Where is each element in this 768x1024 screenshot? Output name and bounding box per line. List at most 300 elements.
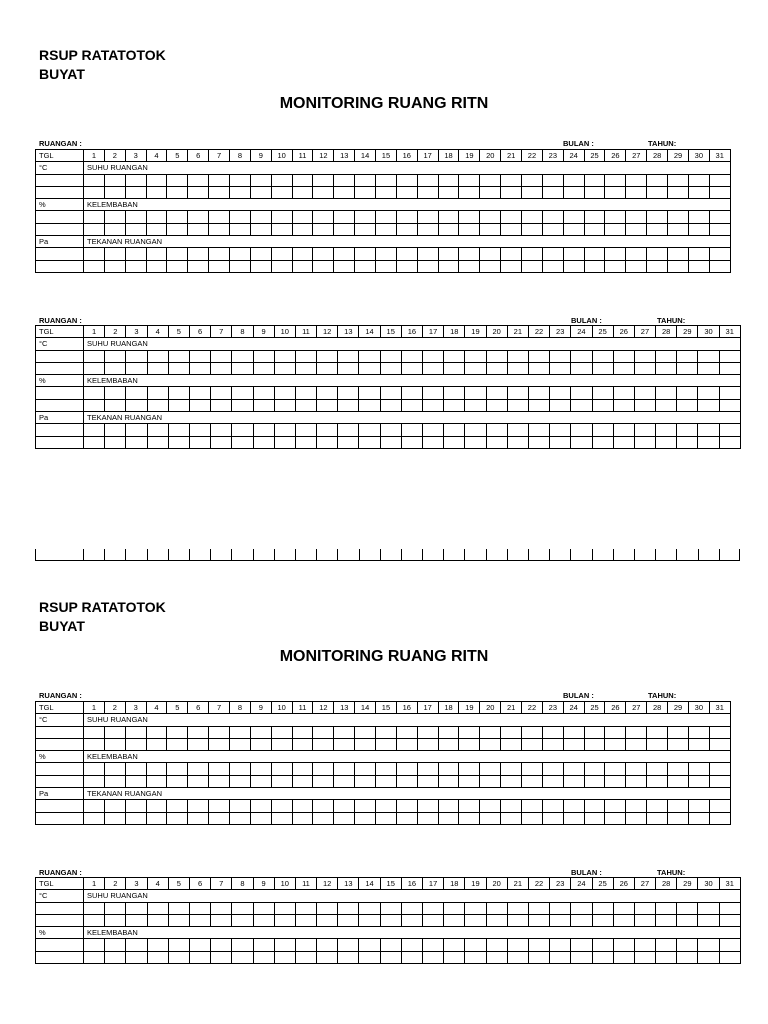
entry-cell xyxy=(647,260,668,272)
entry-cell xyxy=(592,399,613,411)
entry-cell xyxy=(146,726,167,738)
day-number: 6 xyxy=(188,702,209,714)
entry-cell xyxy=(317,939,338,951)
entry-cell xyxy=(401,362,422,374)
entry-cell xyxy=(444,436,465,448)
entry-cell xyxy=(146,248,167,260)
entry-cell xyxy=(634,951,655,963)
entry-cell xyxy=(528,436,549,448)
section-unit: Pa xyxy=(36,412,84,424)
entry-cell xyxy=(677,399,698,411)
entry-label-cell xyxy=(36,812,84,824)
day-number: 20 xyxy=(486,878,507,890)
section-row xyxy=(36,927,741,939)
entry-cell xyxy=(230,763,251,775)
entry-cell xyxy=(380,939,401,951)
day-number: 28 xyxy=(647,702,668,714)
entry-cell xyxy=(647,186,668,198)
entry-cell xyxy=(274,399,295,411)
entry-cell xyxy=(167,211,188,223)
entry-cell xyxy=(105,362,126,374)
entry-cell xyxy=(230,260,251,272)
day-number: 1 xyxy=(84,326,105,338)
date-header-row xyxy=(36,150,731,162)
entry-row xyxy=(36,902,741,914)
entry-cell xyxy=(334,738,355,750)
entry-cell xyxy=(656,939,677,951)
entry-cell xyxy=(168,951,189,963)
entry-cell xyxy=(698,902,719,914)
entry-cell xyxy=(313,763,334,775)
entry-cell xyxy=(459,186,480,198)
section-name: KELEMBABAN xyxy=(84,927,741,939)
entry-cell xyxy=(167,738,188,750)
entry-cell xyxy=(605,223,626,235)
entry-cell xyxy=(104,248,125,260)
entry-cell xyxy=(613,350,634,362)
entry-cell xyxy=(626,186,647,198)
entry-cell xyxy=(380,362,401,374)
entry-cell xyxy=(698,436,719,448)
day-number: 21 xyxy=(501,150,522,162)
entry-cell xyxy=(84,436,105,448)
day-number: 28 xyxy=(647,150,668,162)
grid-tick xyxy=(210,549,211,561)
section-name: SUHU RUANGAN xyxy=(84,890,741,902)
entry-cell xyxy=(211,362,232,374)
entry-cell xyxy=(167,812,188,824)
entry-cell xyxy=(563,186,584,198)
entry-cell xyxy=(396,260,417,272)
entry-cell xyxy=(147,951,168,963)
entry-row xyxy=(36,211,731,223)
entry-cell xyxy=(146,186,167,198)
entry-cell xyxy=(125,223,146,235)
day-number: 27 xyxy=(634,326,655,338)
grid-tick xyxy=(507,549,508,561)
entry-cell xyxy=(147,914,168,926)
grid-tick xyxy=(464,549,465,561)
day-number: 29 xyxy=(668,702,689,714)
entry-cell xyxy=(313,260,334,272)
entry-cell xyxy=(647,211,668,223)
entry-cell xyxy=(542,211,563,223)
entry-cell xyxy=(542,174,563,186)
entry-cell xyxy=(698,387,719,399)
entry-label-cell xyxy=(36,951,84,963)
entry-cell xyxy=(522,174,543,186)
entry-cell xyxy=(189,424,210,436)
entry-cell xyxy=(550,362,571,374)
entry-cell xyxy=(709,223,730,235)
entry-cell xyxy=(401,902,422,914)
entry-cell xyxy=(522,211,543,223)
entry-cell xyxy=(677,362,698,374)
day-number: 16 xyxy=(401,878,422,890)
entry-cell xyxy=(480,800,501,812)
entry-cell xyxy=(313,223,334,235)
entry-cell xyxy=(211,350,232,362)
entry-cell xyxy=(584,260,605,272)
entry-cell xyxy=(209,211,230,223)
entry-cell xyxy=(626,738,647,750)
entry-cell xyxy=(417,726,438,738)
entry-cell xyxy=(605,186,626,198)
entry-cell xyxy=(376,248,397,260)
entry-cell xyxy=(126,387,147,399)
entry-cell xyxy=(542,738,563,750)
day-number: 2 xyxy=(104,150,125,162)
grid-tick xyxy=(486,549,487,561)
entry-cell xyxy=(188,186,209,198)
entry-cell xyxy=(571,914,592,926)
grid-tick xyxy=(549,549,550,561)
monitoring-table xyxy=(35,701,731,825)
day-number: 17 xyxy=(423,878,444,890)
entry-cell xyxy=(417,223,438,235)
entry-cell xyxy=(522,812,543,824)
entry-cell xyxy=(250,211,271,223)
entry-cell xyxy=(338,387,359,399)
day-number: 24 xyxy=(571,326,592,338)
entry-cell xyxy=(688,186,709,198)
entry-cell xyxy=(168,436,189,448)
section-row xyxy=(36,236,731,248)
entry-cell xyxy=(459,223,480,235)
hospital-name xyxy=(39,598,166,636)
entry-cell xyxy=(668,186,689,198)
entry-cell xyxy=(146,775,167,787)
entry-cell xyxy=(438,726,459,738)
day-number: 28 xyxy=(656,878,677,890)
entry-cell xyxy=(459,211,480,223)
day-number: 10 xyxy=(271,150,292,162)
entry-cell xyxy=(126,424,147,436)
entry-row xyxy=(36,939,741,951)
entry-cell xyxy=(271,726,292,738)
entry-cell xyxy=(401,424,422,436)
entry-cell xyxy=(84,726,105,738)
entry-cell xyxy=(125,248,146,260)
entry-cell xyxy=(271,211,292,223)
entry-cell xyxy=(167,726,188,738)
grid-tick xyxy=(274,549,275,561)
entry-cell xyxy=(253,951,274,963)
entry-cell xyxy=(84,260,105,272)
entry-cell xyxy=(542,775,563,787)
section-name: KELEMBABAN xyxy=(84,375,741,387)
entry-cell xyxy=(719,914,740,926)
day-number: 27 xyxy=(634,878,655,890)
page-title: MONITORING RUANG RITN xyxy=(279,95,489,112)
entry-cell xyxy=(396,812,417,824)
day-number: 30 xyxy=(698,326,719,338)
entry-cell xyxy=(250,248,271,260)
entry-cell xyxy=(719,424,740,436)
entry-cell xyxy=(584,800,605,812)
entry-cell xyxy=(274,424,295,436)
day-number: 5 xyxy=(167,702,188,714)
section-name: KELEMBABAN xyxy=(84,199,731,211)
tgl-label: TGL xyxy=(36,878,84,890)
entry-cell xyxy=(605,726,626,738)
entry-cell xyxy=(688,211,709,223)
entry-cell xyxy=(401,939,422,951)
entry-cell xyxy=(563,223,584,235)
entry-cell xyxy=(380,424,401,436)
entry-cell xyxy=(605,775,626,787)
entry-cell xyxy=(167,223,188,235)
day-number: 31 xyxy=(709,702,730,714)
entry-cell xyxy=(480,174,501,186)
entry-cell xyxy=(401,951,422,963)
entry-row xyxy=(36,362,741,374)
entry-cell xyxy=(105,951,126,963)
entry-cell xyxy=(528,902,549,914)
day-number: 10 xyxy=(274,326,295,338)
entry-cell xyxy=(313,800,334,812)
entry-label-cell xyxy=(36,399,84,411)
entry-cell xyxy=(522,763,543,775)
day-number: 8 xyxy=(232,326,253,338)
day-number: 22 xyxy=(522,702,543,714)
entry-cell xyxy=(677,436,698,448)
entry-cell xyxy=(84,939,105,951)
day-number: 1 xyxy=(84,150,105,162)
entry-cell xyxy=(719,939,740,951)
entry-cell xyxy=(656,914,677,926)
entry-cell xyxy=(211,902,232,914)
day-number: 19 xyxy=(465,878,486,890)
entry-cell xyxy=(592,387,613,399)
entry-cell xyxy=(317,362,338,374)
day-number: 30 xyxy=(688,702,709,714)
entry-cell xyxy=(253,387,274,399)
entry-cell xyxy=(542,763,563,775)
entry-label-cell xyxy=(36,800,84,812)
entry-cell xyxy=(647,800,668,812)
entry-cell xyxy=(688,223,709,235)
entry-cell xyxy=(486,387,507,399)
day-number: 2 xyxy=(105,326,126,338)
entry-cell xyxy=(167,248,188,260)
entry-cell xyxy=(465,350,486,362)
entry-cell xyxy=(317,951,338,963)
entry-cell xyxy=(605,763,626,775)
entry-cell xyxy=(146,211,167,223)
entry-cell xyxy=(501,812,522,824)
entry-cell xyxy=(105,939,126,951)
day-number: 31 xyxy=(719,878,740,890)
entry-cell xyxy=(338,436,359,448)
entry-cell xyxy=(232,362,253,374)
entry-cell xyxy=(626,260,647,272)
entry-cell xyxy=(634,350,655,362)
day-number: 3 xyxy=(125,702,146,714)
entry-cell xyxy=(380,350,401,362)
entry-cell xyxy=(317,350,338,362)
entry-cell xyxy=(688,248,709,260)
entry-cell xyxy=(167,186,188,198)
entry-cell xyxy=(465,914,486,926)
day-number: 23 xyxy=(550,878,571,890)
entry-cell xyxy=(146,812,167,824)
entry-cell xyxy=(292,260,313,272)
section-row xyxy=(36,199,731,211)
entry-cell xyxy=(189,914,210,926)
entry-cell xyxy=(168,914,189,926)
day-number: 12 xyxy=(313,150,334,162)
section-name: SUHU RUANGAN xyxy=(84,162,731,174)
entry-cell xyxy=(313,174,334,186)
entry-cell xyxy=(232,951,253,963)
entry-cell xyxy=(444,424,465,436)
entry-cell xyxy=(104,223,125,235)
bulan-label: BULAN : xyxy=(571,868,602,877)
entry-label-cell xyxy=(36,174,84,186)
entry-cell xyxy=(444,362,465,374)
entry-cell xyxy=(423,387,444,399)
entry-cell xyxy=(480,812,501,824)
grid-tick xyxy=(168,549,169,561)
grid-tick xyxy=(570,549,571,561)
entry-label-cell xyxy=(36,362,84,374)
entry-cell xyxy=(105,436,126,448)
entry-cell xyxy=(295,387,316,399)
tgl-label: TGL xyxy=(36,702,84,714)
entry-cell xyxy=(719,387,740,399)
entry-cell xyxy=(480,775,501,787)
entry-row xyxy=(36,436,741,448)
entry-cell xyxy=(486,939,507,951)
entry-cell xyxy=(168,362,189,374)
entry-cell xyxy=(605,174,626,186)
entry-cell xyxy=(355,186,376,198)
entry-cell xyxy=(253,424,274,436)
entry-cell xyxy=(313,186,334,198)
entry-cell xyxy=(522,738,543,750)
entry-cell xyxy=(605,812,626,824)
entry-cell xyxy=(146,763,167,775)
entry-cell xyxy=(480,211,501,223)
entry-cell xyxy=(688,763,709,775)
entry-cell xyxy=(571,387,592,399)
entry-cell xyxy=(126,362,147,374)
entry-cell xyxy=(709,211,730,223)
entry-cell xyxy=(355,223,376,235)
entry-cell xyxy=(592,914,613,926)
entry-cell xyxy=(84,424,105,436)
grid-tick xyxy=(295,549,296,561)
entry-cell xyxy=(401,436,422,448)
entry-cell xyxy=(125,763,146,775)
entry-row xyxy=(36,951,741,963)
entry-cell xyxy=(334,260,355,272)
entry-cell xyxy=(507,350,528,362)
tgl-label: TGL xyxy=(36,150,84,162)
entry-cell xyxy=(105,399,126,411)
entry-label-cell xyxy=(36,914,84,926)
entry-cell xyxy=(295,362,316,374)
day-number: 24 xyxy=(571,878,592,890)
date-header-row xyxy=(36,326,741,338)
day-number: 20 xyxy=(480,150,501,162)
entry-cell xyxy=(677,914,698,926)
grid-tick xyxy=(613,549,614,561)
day-number: 1 xyxy=(84,702,105,714)
entry-cell xyxy=(626,211,647,223)
entry-cell xyxy=(677,939,698,951)
entry-cell xyxy=(423,939,444,951)
entry-cell xyxy=(125,186,146,198)
entry-row xyxy=(36,424,741,436)
entry-cell xyxy=(486,362,507,374)
entry-cell xyxy=(688,775,709,787)
entry-cell xyxy=(250,726,271,738)
entry-cell xyxy=(571,436,592,448)
entry-cell xyxy=(189,362,210,374)
entry-cell xyxy=(480,223,501,235)
entry-cell xyxy=(626,223,647,235)
entry-cell xyxy=(698,914,719,926)
entry-cell xyxy=(338,914,359,926)
entry-cell xyxy=(189,951,210,963)
entry-cell xyxy=(84,186,105,198)
entry-cell xyxy=(126,399,147,411)
entry-cell xyxy=(211,951,232,963)
grid-tick xyxy=(528,549,529,561)
day-number: 9 xyxy=(253,326,274,338)
entry-cell xyxy=(396,174,417,186)
day-number: 7 xyxy=(209,702,230,714)
day-number: 16 xyxy=(396,702,417,714)
entry-cell xyxy=(698,362,719,374)
day-number: 27 xyxy=(626,150,647,162)
day-number: 31 xyxy=(709,150,730,162)
day-number: 26 xyxy=(605,702,626,714)
entry-cell xyxy=(147,387,168,399)
day-number: 13 xyxy=(334,150,355,162)
entry-cell xyxy=(292,186,313,198)
entry-cell xyxy=(698,399,719,411)
entry-cell xyxy=(104,260,125,272)
section-row xyxy=(36,751,731,763)
entry-cell xyxy=(355,775,376,787)
grid-tick xyxy=(337,549,338,561)
entry-cell xyxy=(613,902,634,914)
entry-cell xyxy=(677,951,698,963)
entry-cell xyxy=(634,914,655,926)
entry-cell xyxy=(634,362,655,374)
day-number: 5 xyxy=(168,326,189,338)
entry-cell xyxy=(668,738,689,750)
entry-cell xyxy=(338,424,359,436)
entry-cell xyxy=(253,362,274,374)
entry-cell xyxy=(230,800,251,812)
entry-cell xyxy=(605,211,626,223)
entry-cell xyxy=(668,260,689,272)
entry-cell xyxy=(688,812,709,824)
entry-cell xyxy=(168,350,189,362)
entry-cell xyxy=(528,387,549,399)
entry-cell xyxy=(459,174,480,186)
ruangan-label: RUANGAN : xyxy=(39,139,82,148)
entry-cell xyxy=(563,763,584,775)
entry-cell xyxy=(359,951,380,963)
entry-cell xyxy=(167,775,188,787)
entry-cell xyxy=(719,362,740,374)
entry-cell xyxy=(209,223,230,235)
